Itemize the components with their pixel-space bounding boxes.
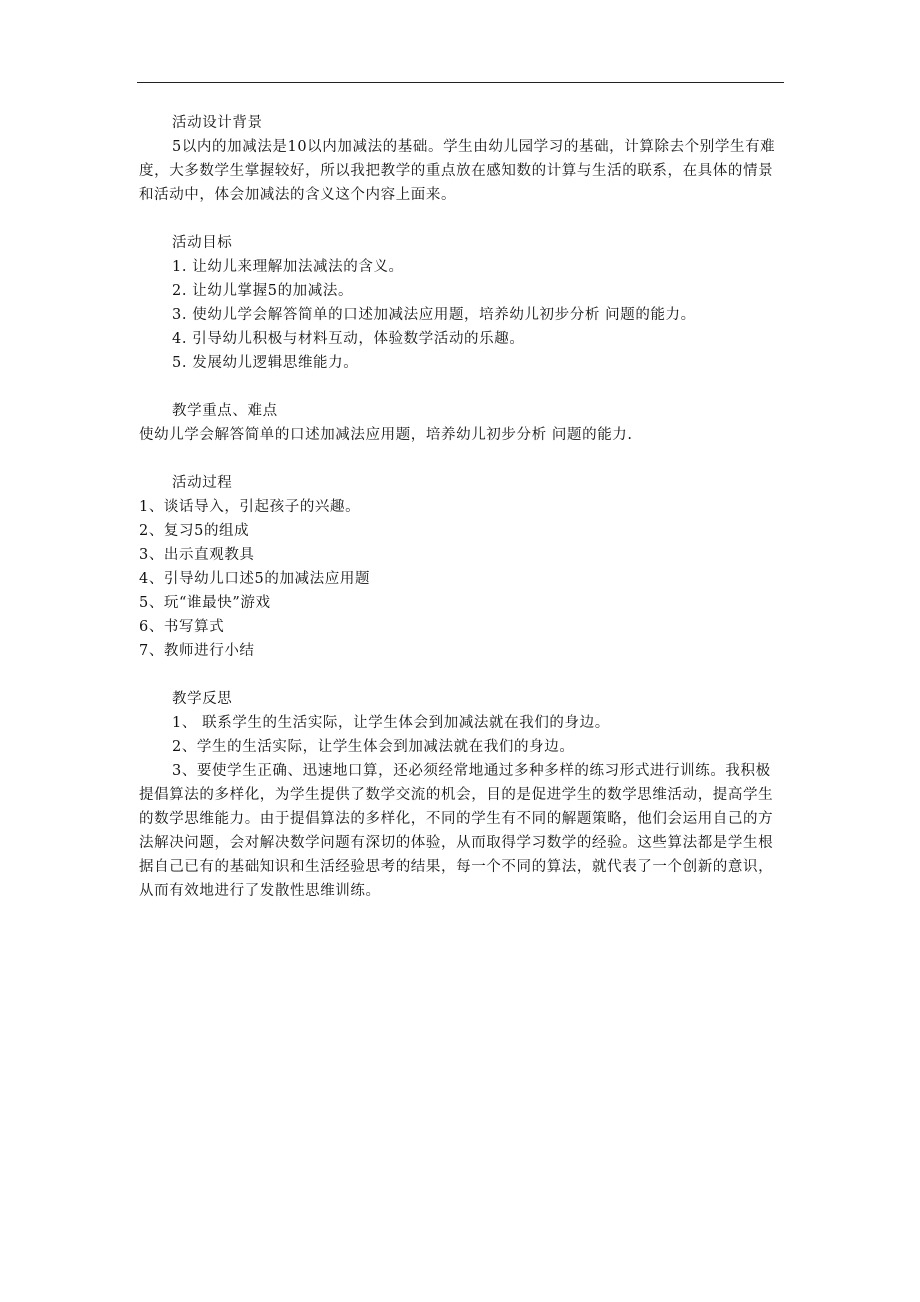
section-spacer <box>139 447 785 471</box>
goal-item: 2. 让幼儿掌握5的加减法。 <box>172 283 354 299</box>
background-section <box>139 111 785 207</box>
document-body <box>139 111 785 903</box>
process-step: 7、教师进行小结 <box>139 643 255 659</box>
focus-heading: 教学重点、难点 <box>172 403 278 419</box>
process-section <box>139 471 785 663</box>
section-spacer <box>139 375 785 399</box>
reflection-item: 2、学生的生活实际，让学生体会到加减法就在我们的身边。 <box>172 739 575 755</box>
process-step: 5、玩“谁最快”游戏 <box>139 595 271 611</box>
process-step: 2、复习5的组成 <box>139 523 250 539</box>
process-step: 4、引导幼儿口述5的加减法应用题 <box>139 571 371 587</box>
reflection-paragraph: 3、要使学生正确、迅速地口算，还必须经常地通过多种多样的练习形式进行训练。我积极提倡算法的多样化，为学生提供了数学交流的机会，目的是促进学生的数学思维活动，提高学生的数学思维能力。由于提倡算法的多样化，不同的学生有不同的解题策略，他们会运用自己的方法解决问题，会对解决数学问题有深切的体验，从而取得学习数学的经验。这些算法都是学生根据自己已有的基础知识和生活经验思考的结果，每一个不同的算法，就代表了一个创新的意识，从而有效地进行了发散性思维训练。 <box>139 763 774 899</box>
goals-section <box>139 231 785 375</box>
section-spacer <box>139 663 785 687</box>
process-step: 1、谈话导入，引起孩子的兴趣。 <box>139 499 361 515</box>
goals-heading: 活动目标 <box>172 235 233 251</box>
section-spacer <box>139 207 785 231</box>
focus-section <box>139 399 785 447</box>
goal-item: 3. 使幼儿学会解答简单的口述加减法应用题，培养幼儿初步分析 问题的能力。 <box>172 307 696 323</box>
reflection-section <box>139 687 785 903</box>
goal-item: 1. 让幼儿来理解加法减法的含义。 <box>172 259 404 275</box>
process-heading: 活动过程 <box>172 475 233 491</box>
focus-paragraph: 使幼儿学会解答简单的口述加减法应用题，培养幼儿初步分析 问题的能力. <box>139 427 633 443</box>
reflection-item: 1、 联系学生的生活实际，让学生体会到加减法就在我们的身边。 <box>172 715 610 731</box>
goal-item: 4. 引导幼儿积极与材料互动，体验数学活动的乐趣。 <box>172 331 525 347</box>
process-step: 3、出示直观教具 <box>139 547 255 563</box>
background-heading: 活动设计背景 <box>172 115 263 131</box>
process-step: 6、书写算式 <box>139 619 225 635</box>
reflection-heading: 教学反思 <box>172 691 233 707</box>
goal-item: 5. 发展幼儿逻辑思维能力。 <box>172 355 359 371</box>
header-rule <box>137 82 784 83</box>
background-paragraph: 5以内的加减法是10以内加减法的基础。学生由幼儿园学习的基础，计算除去个别学生有难度，大多数学生掌握较好，所以我把教学的重点放在感知数的计算与生活的联系，在具体的情景和活动中，体会加减法的含义这个内容上面来。 <box>139 139 776 203</box>
